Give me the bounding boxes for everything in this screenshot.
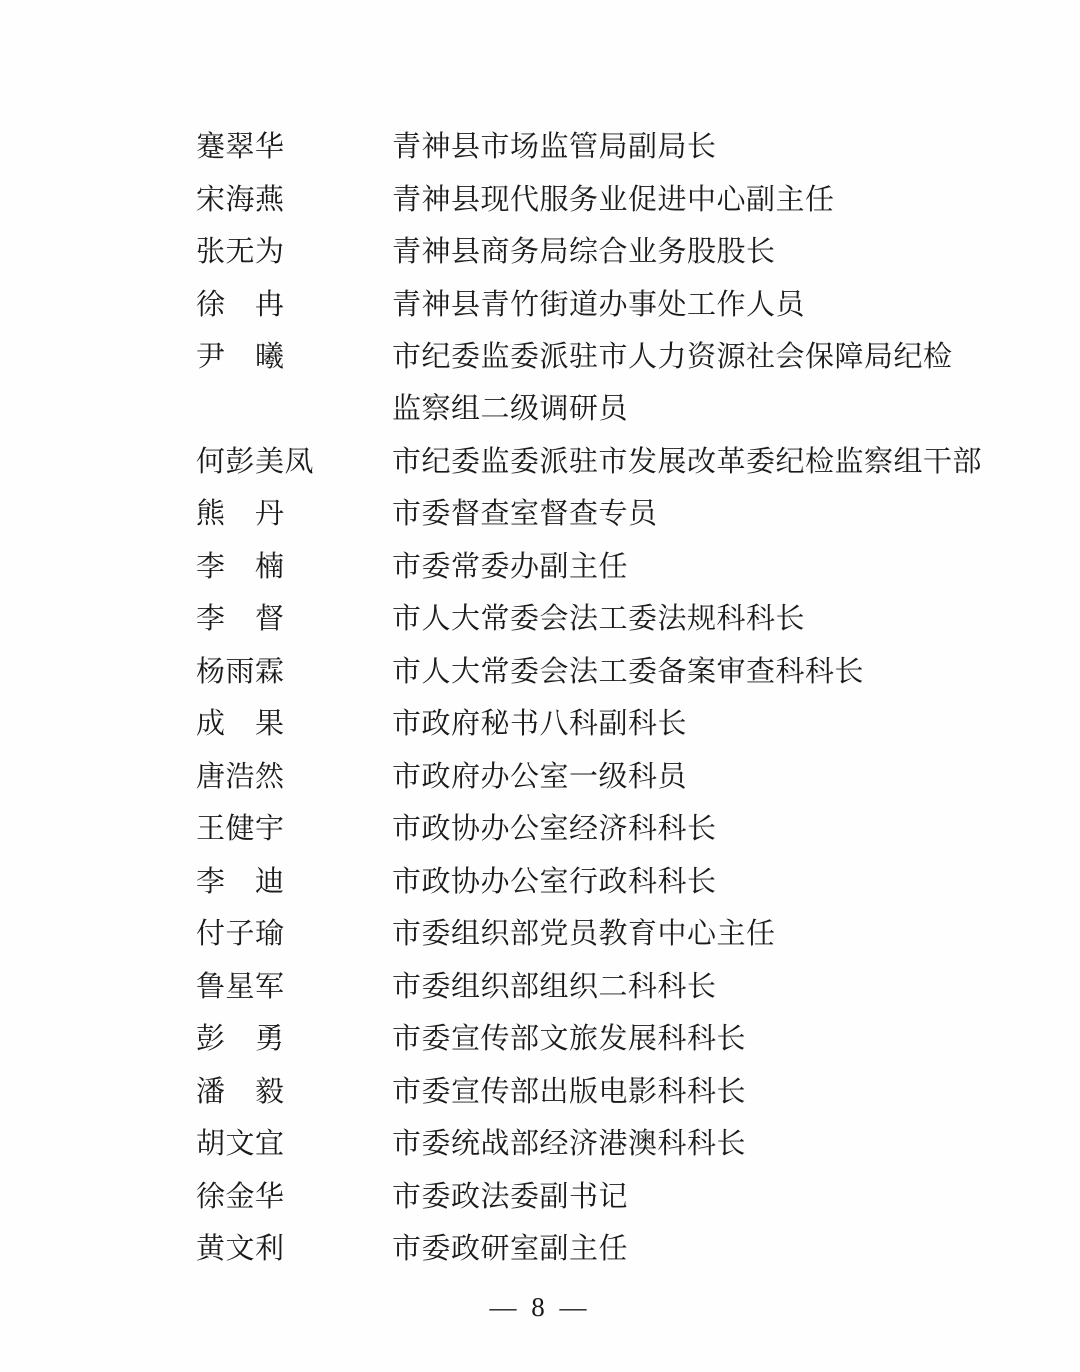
person-title	[392, 231, 986, 273]
page-number: — 8 —	[489, 1292, 591, 1322]
person-title-line: 市委组织部组织二科科长	[392, 970, 717, 1003]
person-name: 鲁星军	[196, 970, 285, 1003]
person-name: 张无为	[196, 236, 285, 268]
name-title-list	[196, 126, 986, 1281]
person-title-line: 市委常委办副主任	[392, 550, 629, 583]
person-title	[392, 1071, 986, 1113]
person-title	[392, 651, 986, 693]
person-title	[392, 126, 986, 168]
person-name: 付子瑜	[196, 918, 285, 950]
person-name: 李 迪	[196, 865, 285, 898]
person-title	[392, 493, 986, 535]
person-name: 彭 勇	[196, 1023, 285, 1055]
person-title	[392, 598, 986, 640]
person-title-line: 市纪委监委派驻市发展改革委纪检监察组干部	[392, 445, 983, 478]
person-title-line: 市人大常委会法工委备案审查科科长	[392, 655, 865, 688]
list-item	[196, 284, 986, 326]
list-item	[196, 651, 986, 693]
person-title	[392, 1228, 986, 1270]
person-title-line: 市委政研室副主任	[392, 1233, 629, 1265]
list-item	[196, 966, 986, 1008]
person-title-line: 市政府秘书八科副科长	[392, 708, 688, 740]
person-title-line: 监察组二级调研员	[392, 393, 629, 425]
person-title	[392, 966, 986, 1008]
list-item	[196, 598, 986, 640]
person-title-line: 市纪委监委派驻市人力资源社会保障局纪检	[392, 341, 953, 373]
person-title-line: 市委督查室督查专员	[392, 498, 658, 530]
person-title-line: 市政协办公室行政科科长	[392, 865, 717, 898]
person-name: 胡文宜	[196, 1128, 285, 1160]
person-title-line: 市政府办公室一级科员	[392, 760, 688, 793]
person-title	[392, 756, 986, 798]
person-title-line: 市委组织部党员教育中心主任	[392, 918, 776, 950]
person-title	[392, 1176, 986, 1218]
person-title-line: 青神县现代服务业促进中心副主任	[392, 183, 835, 216]
person-title	[392, 546, 986, 588]
list-item	[196, 493, 986, 535]
list-item	[196, 126, 986, 168]
list-item	[196, 1228, 986, 1270]
person-title-line: 市委宣传部出版电影科科长	[392, 1075, 747, 1108]
person-title-line: 市委宣传部文旅发展科科长	[392, 1023, 747, 1055]
person-name: 李 督	[196, 603, 285, 635]
list-item	[196, 1123, 986, 1165]
list-item	[196, 336, 986, 430]
list-item	[196, 231, 986, 273]
person-title	[392, 703, 986, 745]
person-name: 何彭美凤	[196, 445, 315, 478]
person-name: 尹 曦	[196, 341, 285, 373]
list-item	[196, 913, 986, 955]
person-title-line: 市委统战部经济港澳科科长	[392, 1128, 747, 1160]
list-item	[196, 861, 986, 903]
person-name: 黄文利	[196, 1233, 285, 1265]
page-footer	[0, 1292, 1080, 1323]
list-item	[196, 1176, 986, 1218]
list-item	[196, 546, 986, 588]
person-name: 熊 丹	[196, 498, 285, 530]
person-title	[392, 913, 986, 955]
list-item	[196, 1071, 986, 1113]
list-item	[196, 808, 986, 850]
person-title	[392, 179, 986, 221]
person-name: 王健宇	[196, 813, 285, 845]
list-item	[196, 703, 986, 745]
person-name: 宋海燕	[196, 183, 285, 216]
person-title-line: 青神县青竹街道办事处工作人员	[392, 288, 806, 321]
person-title-line: 市政协办公室经济科科长	[392, 813, 717, 845]
list-item	[196, 756, 986, 798]
person-name: 成 果	[196, 708, 285, 740]
person-name: 徐 冉	[196, 288, 285, 321]
person-title	[392, 861, 986, 903]
person-title	[392, 336, 986, 430]
person-name: 杨雨霖	[196, 655, 285, 688]
list-item	[196, 441, 986, 483]
person-name: 蹇翠华	[196, 131, 285, 163]
person-title-line: 青神县市场监管局副局长	[392, 131, 717, 163]
person-name: 潘 毅	[196, 1075, 285, 1108]
list-item	[196, 1018, 986, 1060]
person-title-line: 青神县商务局综合业务股股长	[392, 236, 776, 268]
person-name: 唐浩然	[196, 760, 285, 793]
person-title	[392, 284, 986, 326]
person-title-line: 市委政法委副书记	[392, 1180, 629, 1213]
person-title	[392, 1123, 986, 1165]
person-title	[392, 1018, 986, 1060]
list-item	[196, 179, 986, 221]
person-title-line: 市人大常委会法工委法规科科长	[392, 603, 806, 635]
person-name: 徐金华	[196, 1180, 285, 1213]
person-title	[392, 808, 986, 850]
person-title	[392, 441, 986, 483]
person-name: 李 楠	[196, 550, 285, 583]
